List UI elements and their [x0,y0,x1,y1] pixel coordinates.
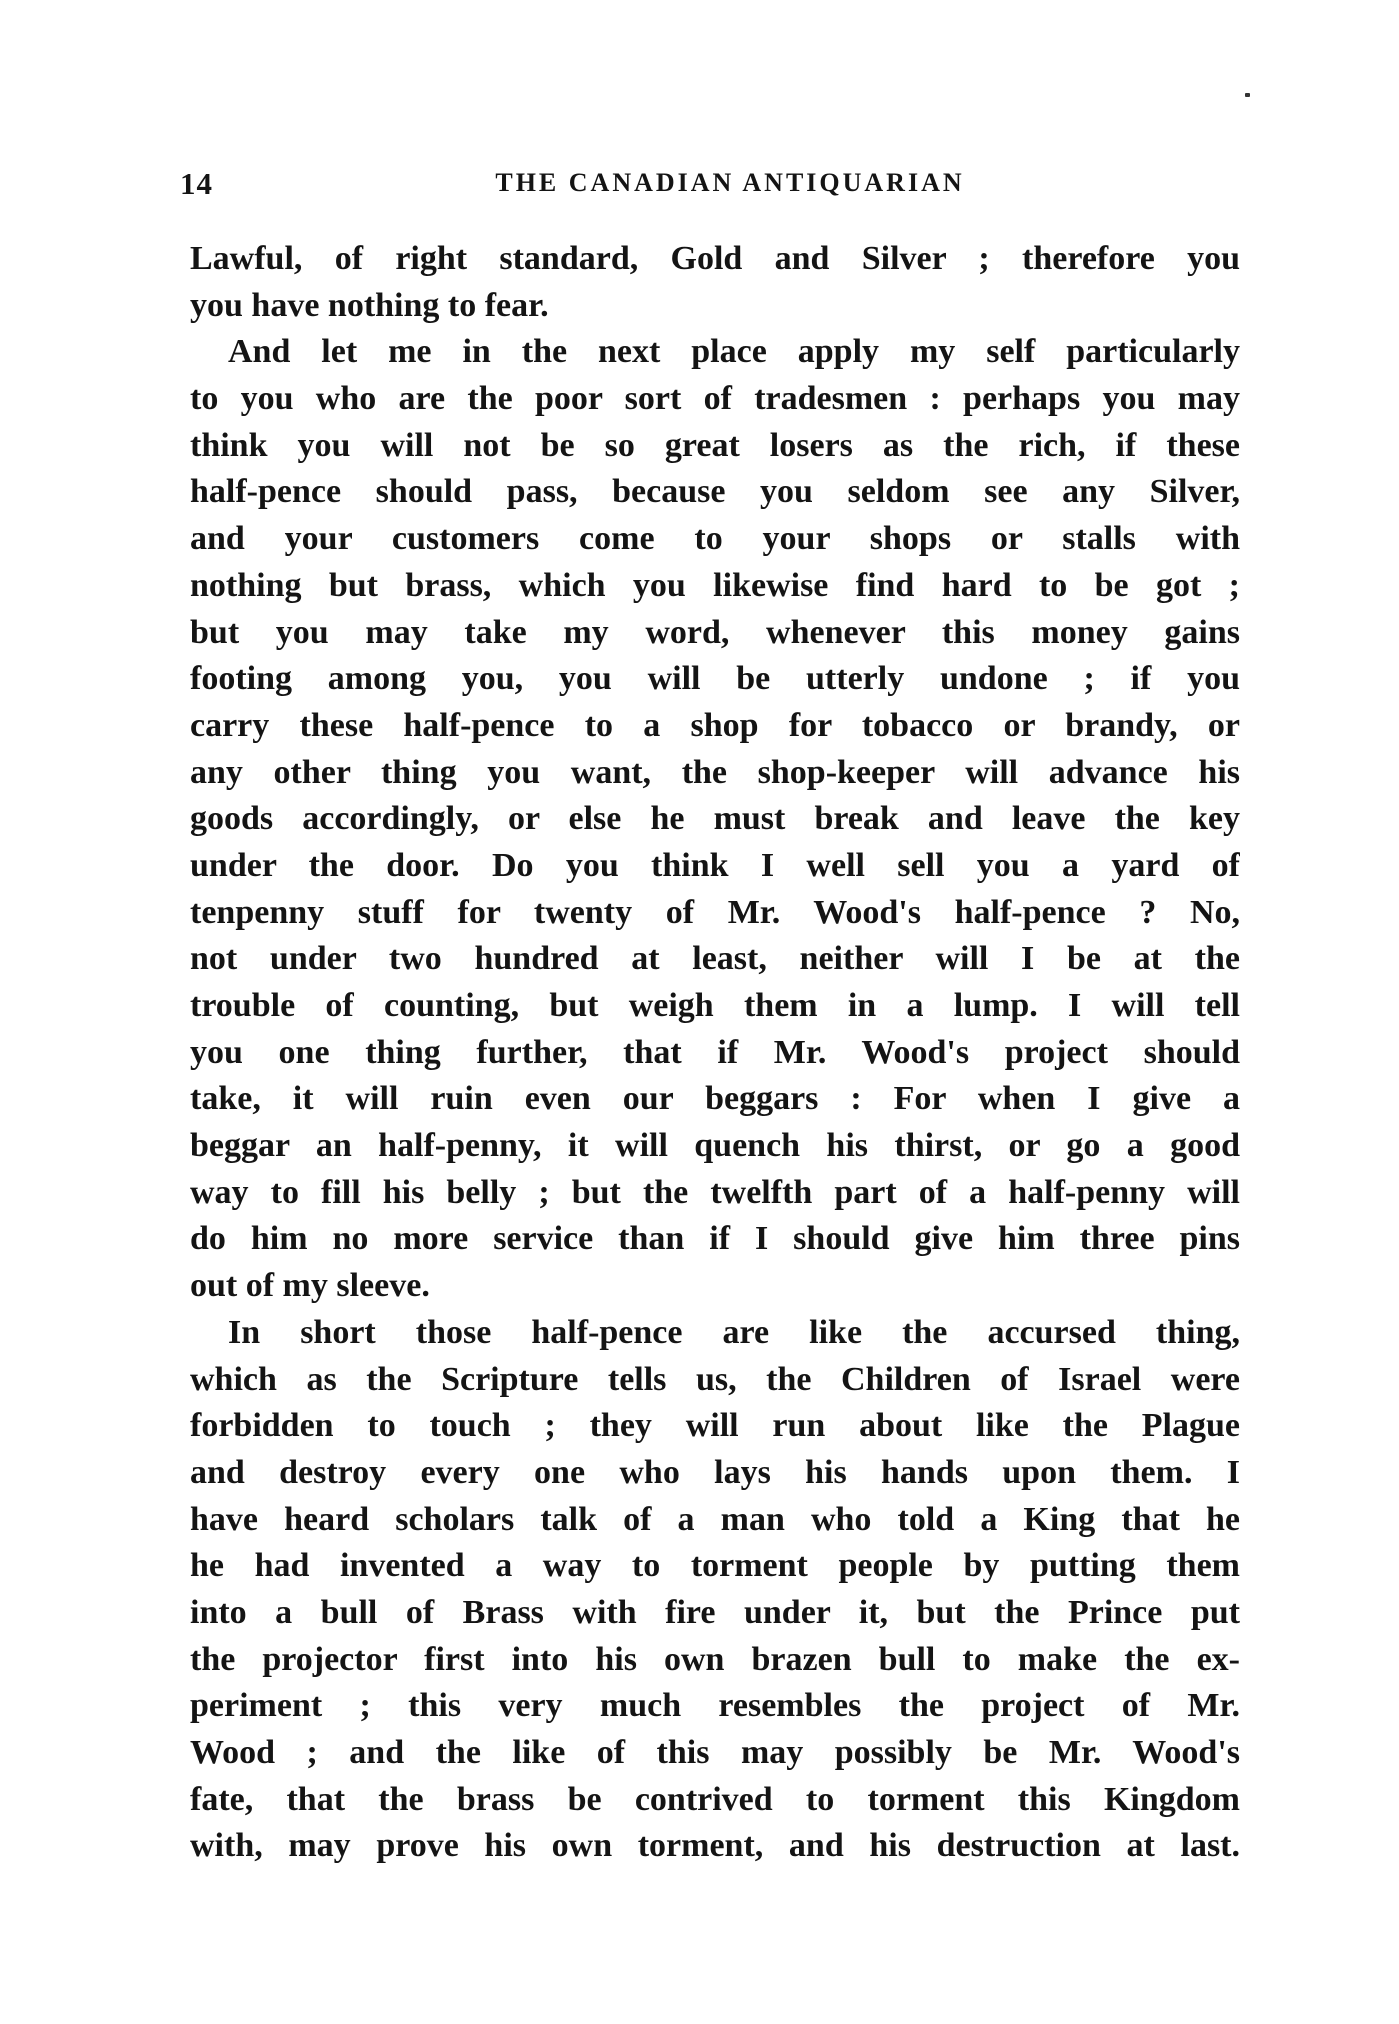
text-line: but you may take my word, whenever this money gains [190,613,1240,651]
text-line: forbidden to touch ; they will run about like the Plague [190,1407,1240,1445]
text-line: tenpenny stuff for twenty of Mr. Wood's half-pence ? No, [190,893,1240,931]
text-line: Lawful, of right standard, Gold and Silver ; therefore you [190,240,1240,277]
text-line: have heard scholars talk of a man who told a King that he [190,1500,1240,1538]
text-line: goods accordingly, or else he must break and leave the key [190,800,1240,838]
text-line: he had invented a way to torment people by putting them [190,1547,1240,1585]
text-line: the projector first into his own brazen bull to make the ex- [190,1640,1240,1678]
text-line: take, it will ruin even our beggars : For when I give a [190,1080,1240,1118]
text-line: which as the Scripture tells us, the Children of Israel were [190,1360,1240,1398]
text-line: out of my sleeve. [190,1267,430,1305]
text-line: trouble of counting, but weigh them in a lump. I will tell [190,987,1240,1024]
text-line: periment ; this very much resembles the project of Mr. [190,1687,1240,1725]
text-line: carry these half-pence to a shop for tobacco or brandy, or [190,706,1240,744]
running-title: THE CANADIAN ANTIQUARIAN [495,168,965,197]
scan-speck [1245,93,1250,97]
text-line: half-pence should pass, because you seldom see any Silver, [190,473,1240,511]
text-line: nothing but brass, which you likewise find hard to be got ; [190,566,1240,604]
text-line: and destroy every one who lays his hands upon them. I [190,1453,1240,1491]
text-line: and your customers come to your shops or stalls with [190,520,1240,558]
text-line: fate, that the brass be contrived to torment this Kingdom [190,1780,1240,1818]
text-line: not under two hundred at least, neither will I be at the [190,940,1240,978]
text-line: to you who are the poor sort of tradesmen : perhaps you may [190,380,1240,418]
text-line: think you will not be so great losers as the rich, if these [190,426,1240,464]
text-line: into a bull of Brass with fire under it, but the Prince put [190,1593,1240,1631]
text-line: Wood ; and the like of this may possibly be Mr. Wood's [190,1734,1240,1771]
text-line: with, may prove his own torment, and his destruction at last. [190,1827,1240,1865]
text-line: you one thing further, that if Mr. Wood's project should [190,1033,1240,1071]
text-line: any other thing you want, the shop-keeper will advance his [190,753,1240,791]
text-line: you have nothing to fear. [190,286,549,324]
paragraph-first-line: In short those half-pence are like the accursed thing, [228,1313,1240,1351]
text-line: way to fill his belly ; but the twelfth part of a half-penny will [190,1173,1240,1211]
body-text [190,236,1240,1870]
paragraph-first-line: And let me in the next place apply my self particularly [228,333,1240,371]
text-line: under the door. Do you think I well sell you a yard of [190,846,1240,884]
text-line: beggar an half-penny, it will quench his thirst, or go a good [190,1127,1240,1165]
text-line: do him no more service than if I should give him three pins [190,1220,1240,1258]
page-number: 14 [180,166,213,201]
running-head [180,166,1240,206]
text-line: footing among you, you will be utterly undone ; if you [190,660,1240,698]
